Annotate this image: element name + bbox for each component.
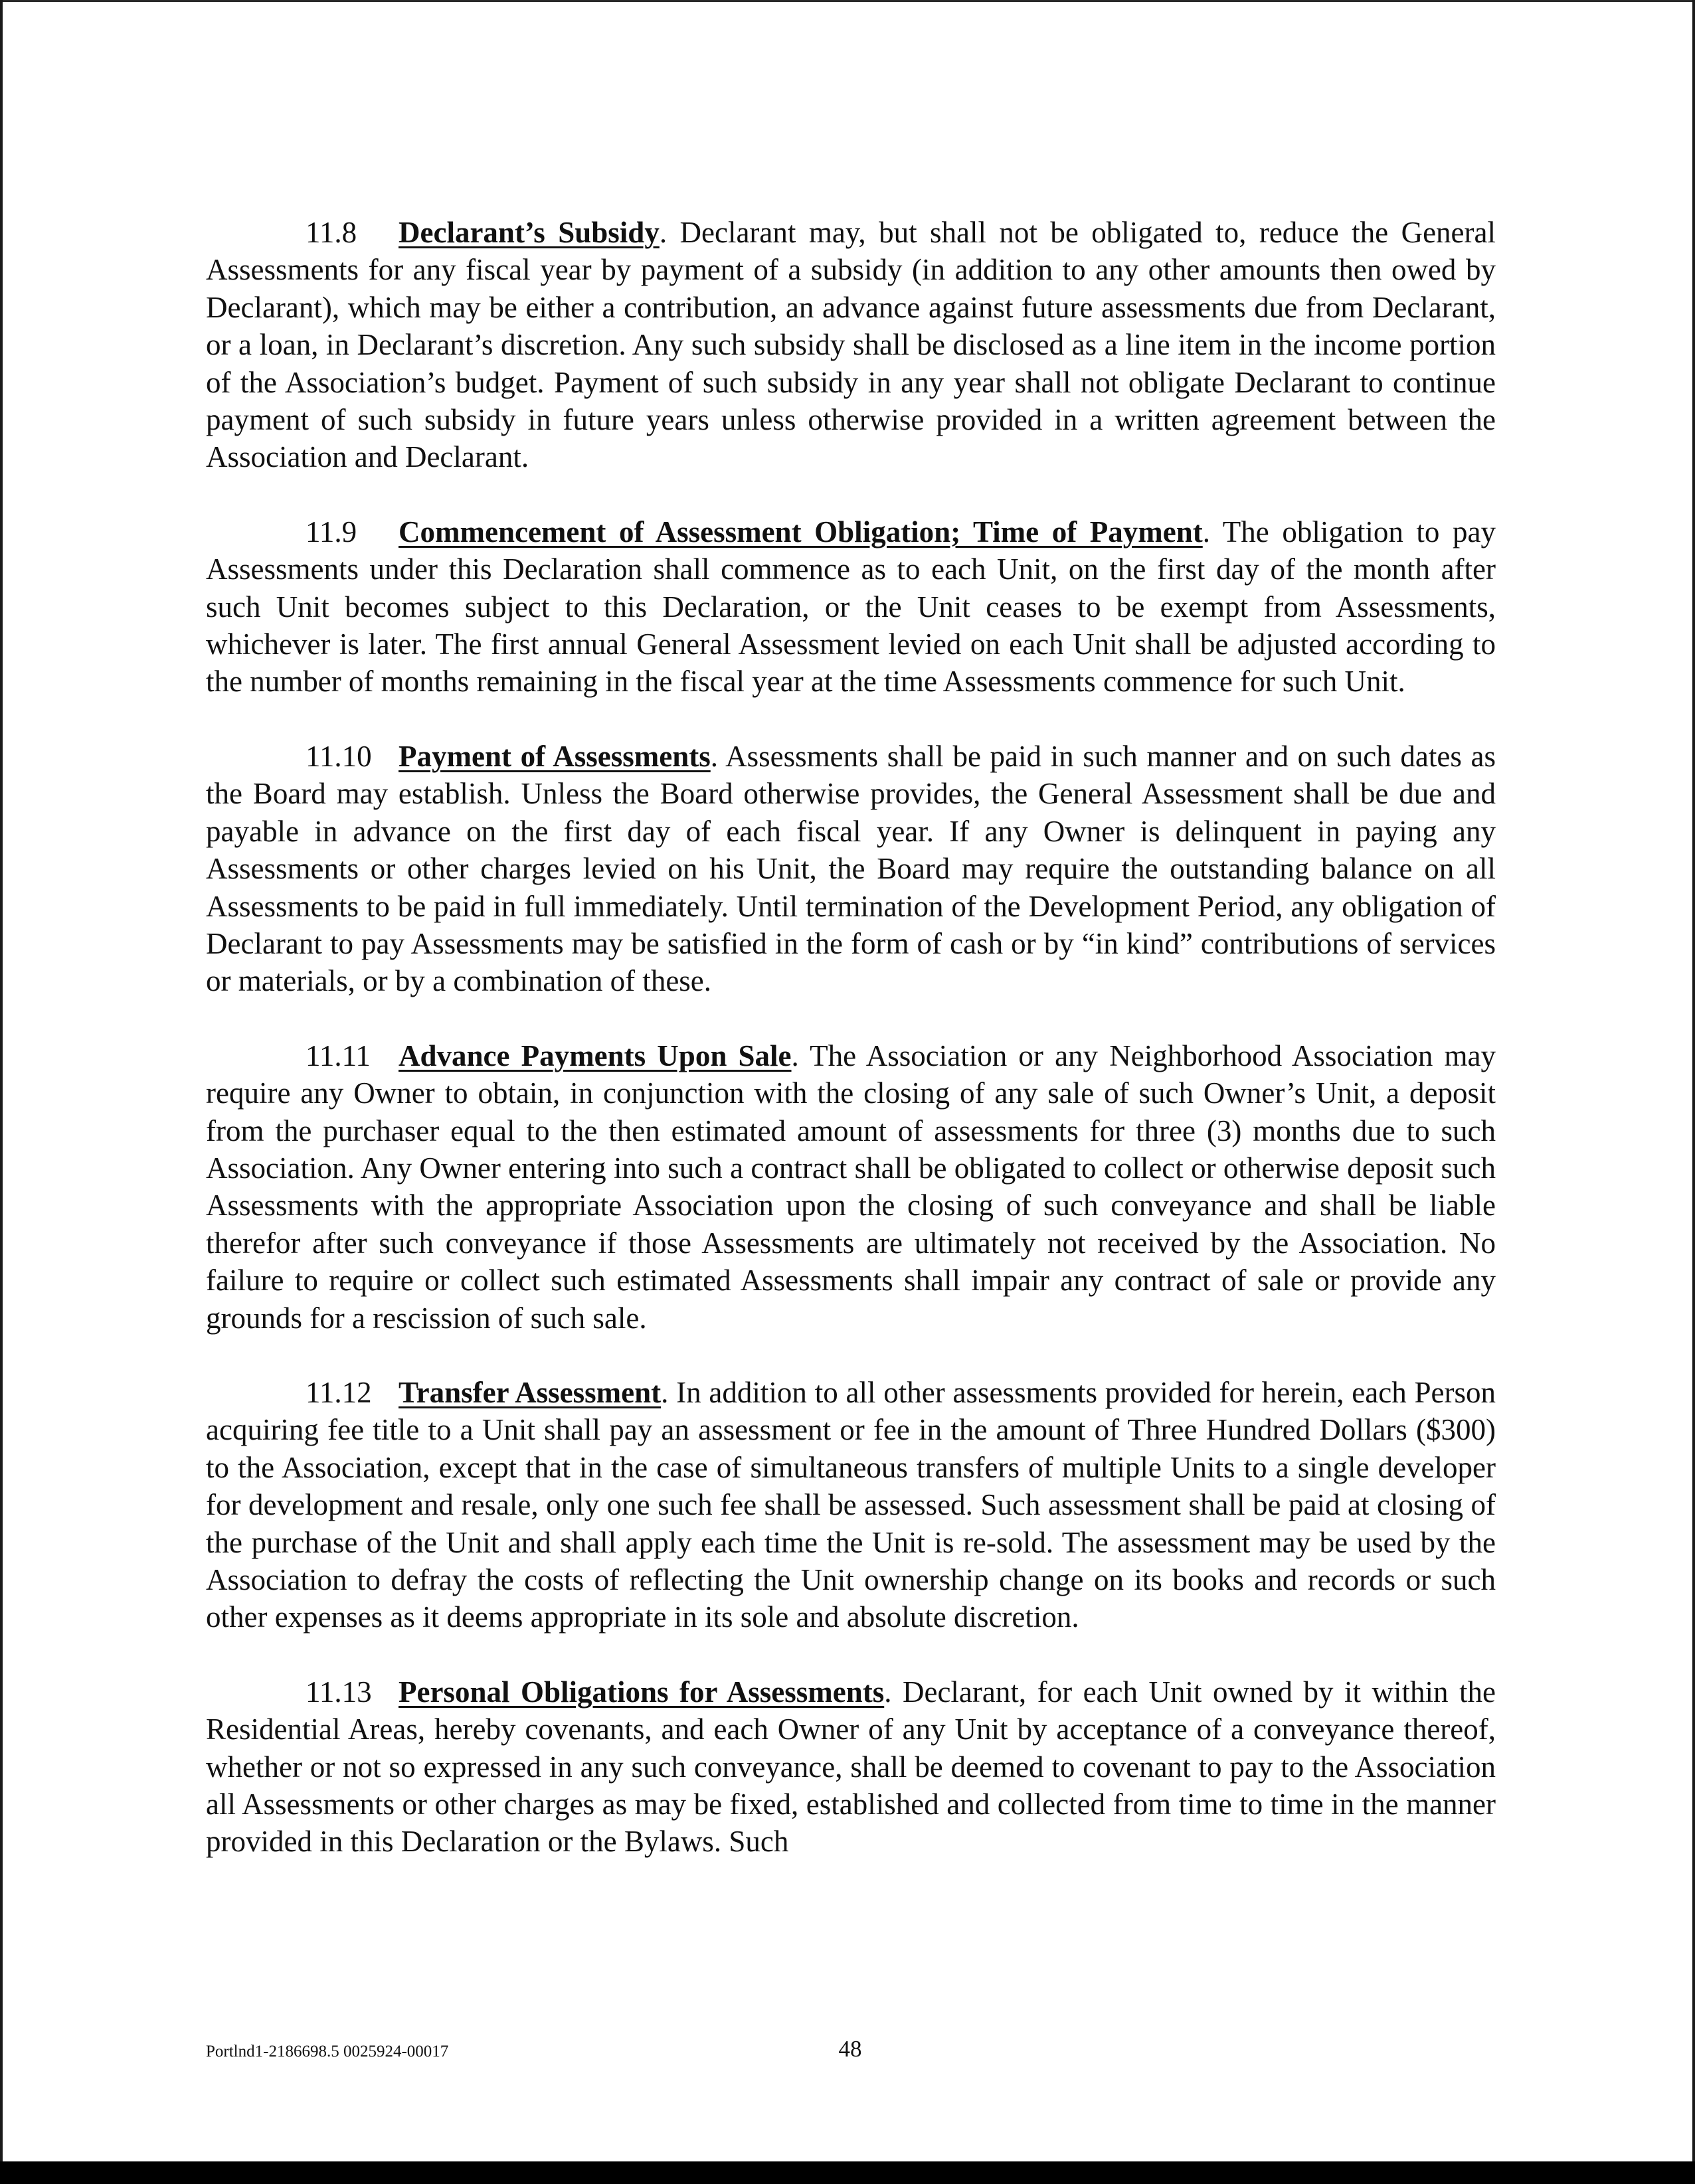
section-number: 11.13 (306, 1675, 372, 1709)
section-number: 11.10 (306, 739, 372, 773)
section-11-11 (206, 1037, 1496, 1337)
document-body (206, 214, 1496, 1898)
section-text: . In addition to all other assessments provided for herein, each Person acquiring fee title to a Unit shall pay an assessment or fee in the amount of Three Hundred Dollars ($300) to the Association, except that in the case of simultaneous transfers of multiple Units to a single developer for development and resale, only one such fee shall be assessed. Such assessment shall be paid at closing of the purchase of the Unit and shall apply each time the Unit is re-sold. The assessment may be used by the Association to defray the costs of reflecting the Unit ownership change on its books and records or such other expenses as it deems appropriate in its sole and absolute discretion. (206, 1375, 1496, 1634)
section-text: . Assessments shall be paid in such manner and on such dates as the Board may establish. Unless the Board otherwise provides, the General Assessment shall be due and payable in advance on the first day of each fiscal year. If any Owner is delinquent in paying any Assessments or other charges levied on his Unit, the Board may require the outstanding balance on all Assessments to be paid in full immediately. Until termination of the Development Period, any obligation of Declarant to pay Assessments may be satisfied in the form of cash or by “in kind” contributions of services or materials, or by a combination of these. (206, 739, 1496, 998)
scan-edge-right (1692, 0, 1695, 2184)
scan-edge-top (0, 0, 1695, 2)
section-11-13 (206, 1673, 1496, 1861)
section-text: . Declarant may, but shall not be obligated to, reduce the General Assessments for any fiscal year by payment of a subsidy (in addition to any other amounts then owed by Declarant), which may be either a contribution, an advance against future assessments due from Declarant, or a loan, in Declarant’s discretion. Any such subsidy shall be disclosed as a line item in the income portion of the Association’s budget. Payment of such subsidy in any year shall not obligate Declarant to continue payment of such subsidy in future years unless otherwise provided in a written agreement between the Association and Declarant. (206, 216, 1496, 474)
section-number: 11.9 (306, 515, 357, 548)
section-heading: Declarant’s Subsidy (399, 216, 660, 249)
section-heading: Advance Payments Upon Sale (399, 1039, 792, 1072)
section-11-9 (206, 513, 1496, 701)
section-text: . The obligation to pay Assessments under this Declaration shall commence as to each Unit, on the first day of the month after such Unit becomes subject to this Declaration, or the Unit ceases to be exempt from Assessments, whichever is later. The first annual General Assessment levied on each Unit shall be adjusted according to the number of months remaining in the fiscal year at the time Assessments commence for such Unit. (206, 515, 1496, 699)
section-11-12 (206, 1374, 1496, 1636)
footer-page-number: 48 (838, 2036, 862, 2062)
section-heading: Commencement of Assessment Obligation; Time of Payment (399, 515, 1203, 548)
section-text: . The Association or any Neighborhood Association may require any Owner to obtain, in conjunction with the closing of any sale of such Owner’s Unit, a deposit from the purchaser equal to the then estimated amount of assessments for three (3) months due to such Association. Any Owner entering into such a contract shall be obligated to collect or otherwise deposit such Assessments with the appropriate Association upon the closing of such conveyance and shall be liable therefor after such conveyance if those Assessments are ultimately not received by the Association. No failure to require or collect such estimated Assessments shall impair any contract of sale or provide any grounds for a rescission of such sale. (206, 1039, 1496, 1335)
section-text: . Declarant, for each Unit owned by it within the Residential Areas, hereby covenants, and each Owner of any Unit by acceptance of a conveyance thereof, whether or not so expressed in any such conveyance, shall be deemed to covenant to pay to the Association all Assessments or other charges as may be fixed, established and collected from time to time in the manner provided in this Declaration or the Bylaws. Such (206, 1675, 1496, 1859)
section-number: 11.11 (306, 1039, 371, 1072)
scan-edge-bottom (0, 2161, 1695, 2184)
section-number: 11.12 (306, 1375, 372, 1409)
section-heading: Transfer Assessment (399, 1375, 662, 1409)
section-heading: Payment of Assessments (399, 739, 711, 773)
footer-document-id: Portlnd1-2186698.5 0025924-00017 (206, 2043, 449, 2060)
section-11-8 (206, 214, 1496, 476)
section-11-10 (206, 738, 1496, 1000)
section-heading: Personal Obligations for Assessments (399, 1675, 885, 1709)
section-number: 11.8 (306, 216, 357, 249)
scan-edge-left (0, 0, 3, 2184)
